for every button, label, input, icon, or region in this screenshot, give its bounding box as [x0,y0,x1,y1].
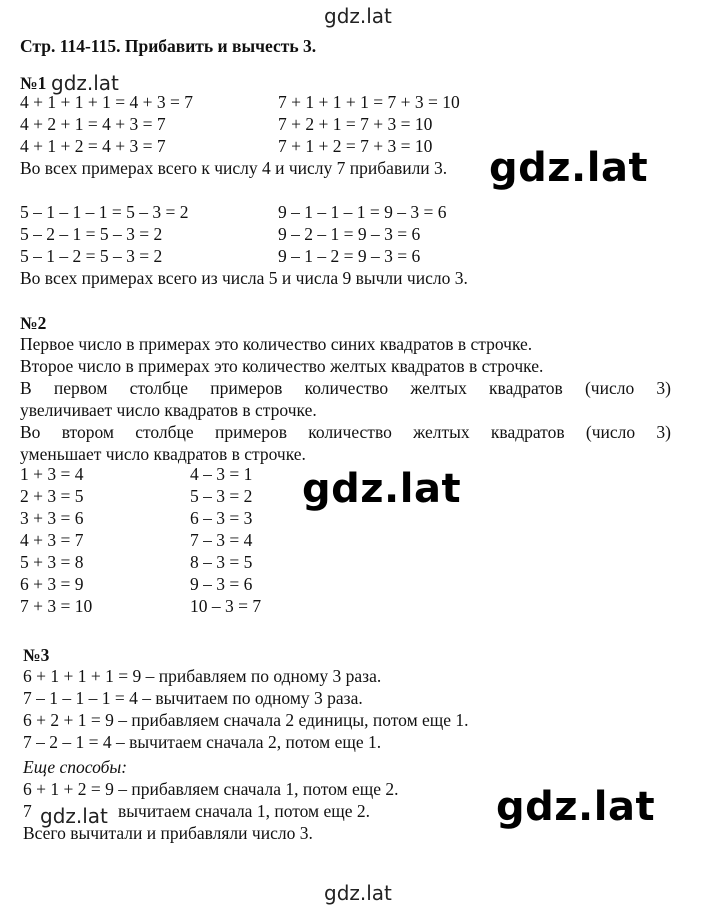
task3-more-label: Еще способы: [23,757,128,777]
task2-left-4: 4 + 3 = 7 [20,530,84,550]
task3-line-4: 7 – 2 – 1 = 4 – вычитаем сначала 2, потом еще 1. [23,732,382,752]
task2-left-6: 6 + 3 = 9 [20,574,84,594]
task2-right-3: 6 – 3 = 3 [190,508,253,528]
task2-left-7: 7 + 3 = 10 [20,596,93,616]
task2-p3a: В первом столбце примеров количество желтых квадратов (число 3) [20,378,671,398]
task2-p2: Второе число в примерах это количество желтых квадратов в строчке. [20,356,544,376]
task2-left-3: 3 + 3 = 6 [20,508,84,528]
task2-left-5: 5 + 3 = 8 [20,552,84,572]
task1-g1-left-1: 4 + 1 + 1 + 1 = 4 + 3 = 7 [20,92,193,112]
task2-label: №2 [20,313,47,333]
watermark-task3: gdz.lat [40,804,108,828]
watermark-top: gdz.lat [324,4,392,28]
task1-g2-left-2: 5 – 2 – 1 = 5 – 3 = 2 [20,224,163,244]
task2-p1: Первое число в примерах это количество синих квадратов в строчке. [20,334,533,354]
task1-g1-left-3: 4 + 1 + 2 = 4 + 3 = 7 [20,136,166,156]
watermark-large-1: gdz.lat [485,148,652,188]
watermark-task1: gdz.lat [51,71,119,95]
task3-label: №3 [23,645,50,665]
task1-g1-right-1: 7 + 1 + 1 + 1 = 7 + 3 = 10 [278,92,460,112]
task1-g2-right-1: 9 – 1 – 1 – 1 = 9 – 3 = 6 [278,202,447,222]
watermark-bottom: gdz.lat [324,881,392,905]
watermark-large-3: gdz.lat [496,784,656,830]
task2-right-4: 7 – 3 = 4 [190,530,253,550]
task3-line-3: 6 + 2 + 1 = 9 – прибавляем сначала 2 единицы, потом еще 1. [23,710,469,730]
task1-g2-note: Во всех примерах всего из числа 5 и числа 9 вычли число 3. [20,268,468,288]
task3-more-3: Всего вычитали и прибавляли число 3. [23,823,313,843]
task2-p3b: увеличивает число квадратов в строчке. [20,400,317,420]
task1-g1-right-3: 7 + 1 + 2 = 7 + 3 = 10 [278,136,433,156]
task3-line-1: 6 + 1 + 1 + 1 = 9 – прибавляем по одному 3 раза. [23,666,382,686]
task2-right-7: 10 – 3 = 7 [190,596,262,616]
task1-g1-note: Во всех примерах всего к числу 4 и числу 7 прибавили 3. [20,158,448,178]
task1-label: №1 [20,73,47,93]
task1-g1-right-2: 7 + 2 + 1 = 7 + 3 = 10 [278,114,433,134]
task2-p4a: Во втором столбце примеров количество желтых квадратов (число 3) [20,422,671,442]
task2-p4b: уменьшает число квадратов в строчке. [20,444,306,464]
task3-line-2: 7 – 1 – 1 – 1 = 4 – вычитаем по одному 3 раза. [23,688,363,708]
task2-right-2: 5 – 3 = 2 [190,486,253,506]
task3-more-1: 6 + 1 + 2 = 9 – прибавляем сначала 1, потом еще 2. [23,779,399,799]
task2-right-5: 8 – 3 = 5 [190,552,253,572]
task3-more-2-start: 7 [23,801,32,821]
task1-g2-left-3: 5 – 1 – 2 = 5 – 3 = 2 [20,246,163,266]
task2-right-1: 4 – 3 = 1 [190,464,253,484]
task3-more-2-end: вычитаем сначала 1, потом еще 2. [118,801,371,821]
watermark-large-2: gdz.lat [302,466,462,512]
task1-g2-left-1: 5 – 1 – 1 – 1 = 5 – 3 = 2 [20,202,189,222]
task2-left-2: 2 + 3 = 5 [20,486,84,506]
task1-g1-left-2: 4 + 2 + 1 = 4 + 3 = 7 [20,114,166,134]
task2-left-1: 1 + 3 = 4 [20,464,84,484]
task2-right-6: 9 – 3 = 6 [190,574,253,594]
task1-g2-right-2: 9 – 2 – 1 = 9 – 3 = 6 [278,224,421,244]
page-title: Стр. 114-115. Прибавить и вычесть 3. [20,36,317,56]
task1-g2-right-3: 9 – 1 – 2 = 9 – 3 = 6 [278,246,421,266]
